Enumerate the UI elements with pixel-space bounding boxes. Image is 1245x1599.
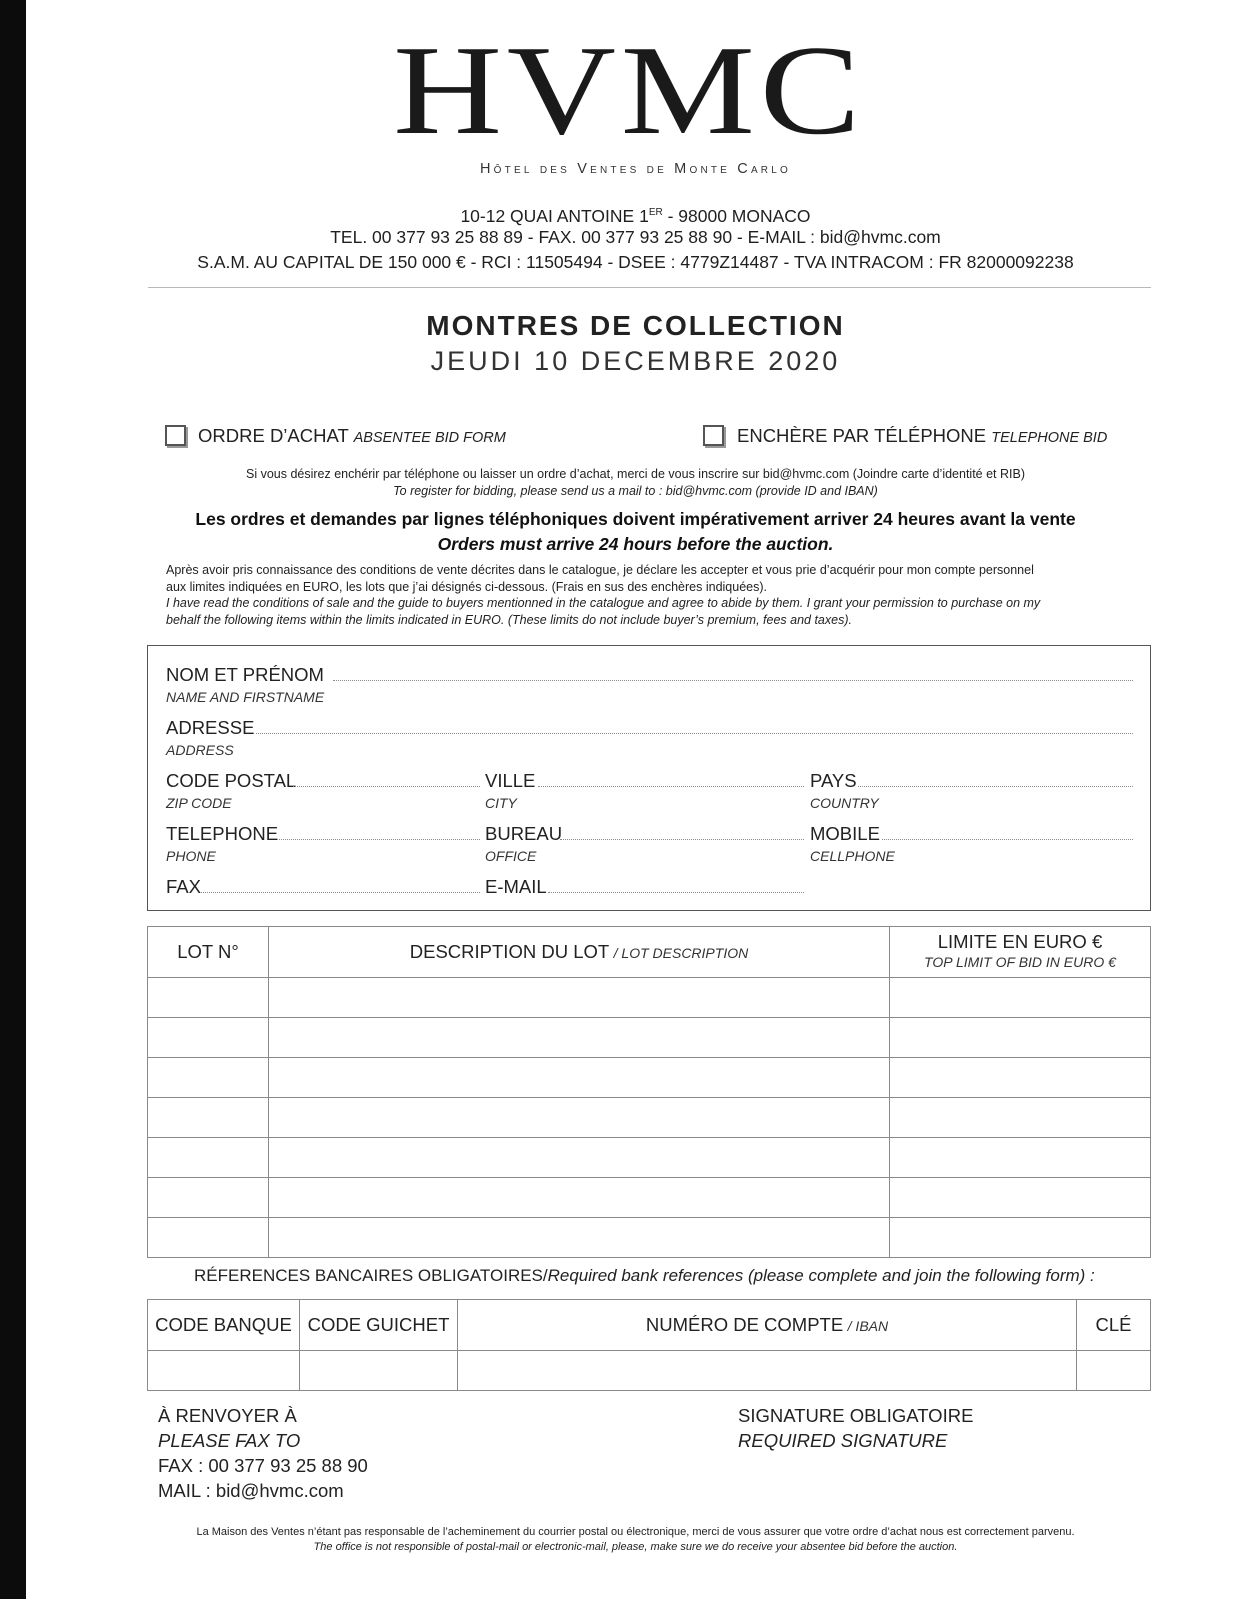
country-label: PAYS [810, 770, 857, 791]
absentee-bid-label: ORDRE D’ACHAT [198, 425, 349, 446]
limit-cell[interactable] [890, 1018, 1151, 1058]
mobile-label: MOBILE [810, 823, 880, 844]
logo-subtitle: Hôtel des Ventes de Monte Carlo [480, 161, 791, 177]
office-label: BUREAU [485, 823, 563, 844]
address-superscript: ER [648, 207, 663, 218]
limit-cell[interactable] [890, 1098, 1151, 1138]
limit-cell[interactable] [890, 1218, 1151, 1258]
sale-title: MONTRES DE COLLECTION [426, 310, 845, 341]
lot-number-cell[interactable] [148, 1218, 269, 1258]
limit-cell[interactable] [890, 978, 1151, 1018]
address-text: 10-12 QUAI ANTOINE 1 [460, 205, 649, 226]
return-fax: FAX : 00 377 93 25 88 90 [158, 1455, 368, 1476]
bank-heading-en: Required bank references (please complete and join the following form) : [547, 1266, 1095, 1285]
lot-description-sub: / LOT DESCRIPTION [613, 945, 749, 961]
legal-line: S.A.M. AU CAPITAL DE 150 000 € - RCI : 11505494 - DSEE : 4779Z14487 - TVA INTRACOM : FR 82000092238 [197, 252, 1074, 272]
bank-heading [194, 1266, 1095, 1286]
hvmc-logo: HVMC [393, 19, 866, 161]
telephone-bid-sub: TELEPHONE BID [991, 430, 1108, 446]
table-row [148, 1178, 1151, 1218]
city-sub: CITY [485, 795, 517, 811]
lot-number-cell[interactable] [148, 1138, 269, 1178]
account-number-label: NUMÉRO DE COMPTE [645, 1314, 844, 1335]
header-divider [148, 287, 1151, 288]
bank-code-cell[interactable] [148, 1351, 300, 1391]
conditions-en-line1: I have read the conditions of sale and the guide to buyers mentionned in the catalogue and agree to abide by them. I grant your permission to purchase on my [166, 596, 1041, 610]
lot-description-cell[interactable] [269, 1178, 890, 1218]
register-note-fr: Si vous désirez enchérir par téléphone ou laisser un ordre d’achat, merci de vous inscrire sur bid@hvmc.com (Joindre carte d’identité et RIB) [245, 467, 1026, 481]
return-sub: PLEASE FAX TO [158, 1430, 301, 1451]
branch-code-cell[interactable] [300, 1351, 458, 1391]
table-row [148, 1138, 1151, 1178]
address-city: - 98000 MONACO [662, 205, 811, 226]
signature-sub: REQUIRED SIGNATURE [738, 1430, 948, 1451]
bank-code-label: CODE BANQUE [155, 1314, 292, 1335]
phone-input-line[interactable] [277, 839, 480, 840]
register-note-en: To register for bidding, please send us a mail to : bid@hvmc.com (provide ID and IBAN) [393, 484, 878, 498]
telephone-bid-checkbox[interactable] [703, 425, 724, 446]
limit-sub: TOP LIMIT OF BID IN EURO € [924, 954, 1116, 970]
office-input-line[interactable] [560, 839, 804, 840]
table-row [148, 978, 1151, 1018]
mobile-input-line[interactable] [882, 839, 1133, 840]
absentee-bid-checkbox[interactable] [165, 425, 186, 446]
bank-heading-fr: RÉFERENCES BANCAIRES OBLIGATOIRES/ [194, 1266, 548, 1285]
address-input-line[interactable] [256, 733, 1133, 734]
lot-number-cell[interactable] [148, 1098, 269, 1138]
bank-table [147, 1299, 1151, 1391]
address-label: ADRESSE [166, 717, 255, 738]
lot-description-cell[interactable] [269, 978, 890, 1018]
account-number-cell[interactable] [458, 1351, 1077, 1391]
address-line [26, 202, 1245, 227]
lot-number-header [148, 927, 269, 978]
conditions-fr-line2: aux limites indiquées en EURO, les lots que j’ai désignés ci-dessous. (Frais en sus des enchères indiquées). [166, 579, 767, 594]
bank-input-row [148, 1351, 1151, 1391]
telephone-bid-option [737, 425, 1107, 447]
absentee-bid-sub: ABSENTEE BID FORM [353, 430, 506, 446]
absentee-bid-option [198, 425, 506, 447]
bank-header-row [148, 1300, 1151, 1351]
lots-header-row [148, 927, 1151, 978]
limit-cell[interactable] [890, 1058, 1151, 1098]
country-input-line[interactable] [858, 786, 1133, 787]
key-cell[interactable] [1077, 1351, 1151, 1391]
lot-number-label: LOT N° [177, 941, 239, 962]
lots-table [147, 926, 1151, 1258]
return-mail: MAIL : bid@hvmc.com [158, 1480, 344, 1501]
signature-label: SIGNATURE OBLIGATOIRE [738, 1405, 974, 1426]
return-block [158, 1403, 368, 1503]
zip-input-line[interactable] [293, 786, 480, 787]
phone-label: TELEPHONE [166, 823, 279, 844]
footer-note-en: The office is not responsible of postal-mail or electronic-mail, please, make sure we do receive your absentee bid before the auction. [313, 1541, 958, 1553]
conditions-fr-line1: Après avoir pris connaissance des conditions de vente décrites dans le catalogue, je déclare les accepter et vous prie d’acquérir pour mon compte personnel [166, 563, 1034, 577]
deadline-fr: Les ordres et demandes par lignes téléphoniques doivent impérativement arriver 24 heures avant la vente [195, 509, 1076, 529]
fax-label: FAX [166, 876, 201, 897]
limit-cell[interactable] [890, 1138, 1151, 1178]
office-sub: OFFICE [485, 848, 537, 864]
zip-label: CODE POSTAL [166, 770, 297, 791]
conditions-text [166, 562, 1146, 628]
lot-number-cell[interactable] [148, 978, 269, 1018]
lot-description-header [269, 927, 890, 978]
bank-code-header [148, 1300, 300, 1351]
branch-code-label: CODE GUICHET [307, 1314, 450, 1335]
return-label: À RENVOYER À [158, 1405, 297, 1426]
account-number-sub: / IBAN [847, 1318, 889, 1334]
name-input-line[interactable] [333, 680, 1133, 681]
lot-description-cell[interactable] [269, 1098, 890, 1138]
sale-date: JEUDI 10 DECEMBRE 2020 [430, 346, 841, 376]
address-sub: ADDRESS [166, 742, 234, 758]
table-row [148, 1218, 1151, 1258]
contact-line: TEL. 00 377 93 25 88 89 - FAX. 00 377 93 25 88 90 - E-MAIL : bid@hvmc.com [330, 227, 941, 247]
email-input-line[interactable] [548, 892, 804, 893]
mobile-sub: CELLPHONE [810, 848, 895, 864]
conditions-en-line2: behalf the following items within the limits indicated in EURO. (These limits do not include buyer’s premium, fees and taxes). [166, 612, 852, 627]
lot-description-cell[interactable] [269, 1018, 890, 1058]
left-edge-bar [0, 0, 26, 1599]
deadline-en: Orders must arrive 24 hours before the auction. [437, 534, 834, 554]
city-label: VILLE [485, 770, 536, 791]
phone-sub: PHONE [166, 848, 216, 864]
footer-note-fr: La Maison des Ventes n’étant pas responsable de l’acheminement du courrier postal ou électronique, merci de vous assurer que votre ordre d’achat nous est correctement parvenu. [196, 1526, 1075, 1538]
lot-number-cell[interactable] [148, 1178, 269, 1218]
lot-number-cell[interactable] [148, 1058, 269, 1098]
table-row [148, 1058, 1151, 1098]
lot-description-cell[interactable] [269, 1218, 890, 1258]
branch-code-header [300, 1300, 458, 1351]
name-label: NOM ET PRÉNOM [166, 664, 324, 685]
telephone-bid-label: ENCHÈRE PAR TÉLÉPHONE [737, 425, 987, 446]
limit-label: LIMITE EN EURO € [937, 931, 1103, 952]
signature-block [738, 1403, 973, 1453]
lot-number-cell[interactable] [148, 1018, 269, 1058]
fax-input-line[interactable] [201, 892, 480, 893]
table-row [148, 1098, 1151, 1138]
key-label: CLÉ [1095, 1314, 1132, 1335]
lot-description-cell[interactable] [269, 1138, 890, 1178]
limit-header [890, 927, 1151, 978]
limit-cell[interactable] [890, 1178, 1151, 1218]
key-header [1077, 1300, 1151, 1351]
account-number-header [458, 1300, 1077, 1351]
country-sub: COUNTRY [810, 795, 879, 811]
email-label: E-MAIL [485, 876, 547, 897]
lot-description-label: DESCRIPTION DU LOT [409, 941, 610, 962]
table-row [148, 1018, 1151, 1058]
name-sub: NAME AND FIRSTNAME [166, 689, 325, 705]
lot-description-cell[interactable] [269, 1058, 890, 1098]
city-input-line[interactable] [538, 786, 804, 787]
zip-sub: ZIP CODE [166, 795, 232, 811]
